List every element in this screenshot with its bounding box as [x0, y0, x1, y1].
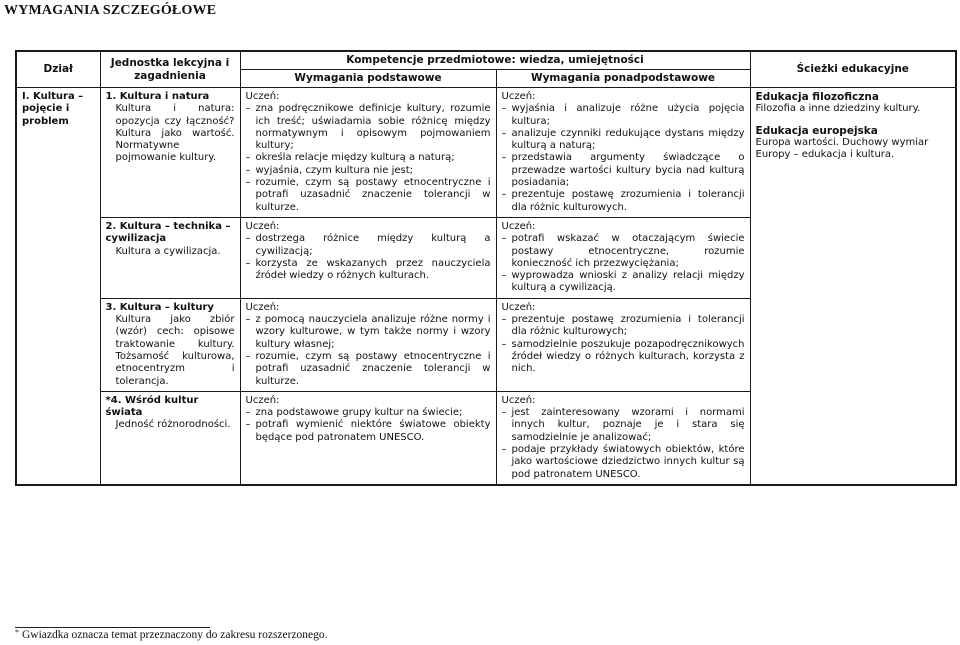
lesson-topics: Kultura i natura: opozycja czy łączność? Kultura jako wartość. Normatywne pojmowanie kultury.	[115, 103, 235, 164]
advanced-list	[502, 233, 745, 294]
path-desc: Filozofia a inne dziedziny kultury.	[755, 103, 921, 115]
header-dzial: Dział	[16, 51, 100, 88]
list-item: – zna podręcznikowe definicje kultury, rozumie ich treść; uświadamia sobie różnicę między normatywnym i opisowym pojmowaniem kultury;	[246, 103, 491, 152]
basic-requirements-cell	[240, 391, 496, 485]
header-sciezki: Ścieżki edukacyjne	[750, 51, 956, 88]
header-kompetencje: Kompetencje przedmiotowe: wiedza, umiejętności	[240, 51, 750, 70]
list-item: – rozumie, czym są postawy etnocentryczne i potrafi uzasadnić znaczenie tolerancji w kulturze.	[246, 177, 491, 214]
basic-list	[246, 314, 491, 388]
student-label: Uczeń:	[501, 220, 536, 232]
educational-paths-cell	[750, 88, 956, 485]
list-item: – potrafi wymienić niektóre światowe obiekty będące pod patronatem UNESCO.	[246, 419, 491, 444]
lesson-topics: Jedność różnorodności.	[115, 419, 231, 431]
list-item: – zna podstawowe grupy kultur na świecie;	[246, 407, 491, 419]
lesson-cell	[100, 298, 240, 391]
list-item: – wyprowadza wnioski z analizy relacji między kulturą a cywilizacją.	[502, 270, 745, 295]
advanced-list	[502, 407, 745, 481]
lesson-topics: Kultura a cywilizacja.	[115, 245, 221, 257]
list-item: – prezentuje postawę zrozumienia i tolerancji dla różnic kulturowych.	[502, 189, 745, 214]
footnote	[15, 629, 328, 641]
lesson-title: 3. Kultura – kultury	[105, 301, 214, 313]
lesson-cell	[100, 391, 240, 485]
header-row-1	[16, 51, 956, 70]
header-ponadpodstawowe: Wymagania ponadpodstawowe	[496, 70, 750, 88]
lesson-cell	[100, 88, 240, 218]
list-item: – potrafi wskazać w otaczającym świecie postawy etnocentryczne, rozumie konieczność ich przezwyciężania;	[502, 233, 745, 270]
student-label: Uczeń:	[501, 91, 536, 102]
requirements-table	[15, 50, 957, 486]
list-item: – jest zainteresowany wzorami i normami innych kultur, poznaje je i stara się samodzielnie je analizować;	[502, 407, 745, 444]
student-label: Uczeń:	[245, 220, 280, 232]
list-item: – analizuje czynniki redukujące dystans między kulturą a naturą;	[502, 128, 745, 153]
lesson-title: *4. Wśród kultur świata	[105, 394, 199, 419]
basic-list	[246, 103, 491, 214]
list-item: – wyjaśnia, czym kultura nie jest;	[246, 165, 491, 177]
header-podstawowe: Wymagania podstawowe	[240, 70, 496, 88]
advanced-requirements-cell	[496, 391, 750, 485]
page-title: WYMAGANIA SZCZEGÓŁOWE	[4, 3, 217, 18]
lesson-row-1	[16, 88, 956, 218]
footnote-text: Gwiazdka oznacza temat przeznaczony do zakresu rozszerzonego.	[22, 629, 328, 641]
list-item: – samodzielnie poszukuje pozapodręcznikowych źródeł wiedzy o różnych kulturach, korzysta z nich.	[502, 339, 745, 376]
lesson-topics: Kultura jako zbiór (wzór) cech: opisowe traktowanie kultury. Tożsamość kulturowa, etnocentryzm i tolerancja.	[115, 314, 235, 387]
student-label: Uczeń:	[501, 394, 536, 406]
basic-requirements-cell	[240, 88, 496, 218]
list-item: – korzysta ze wskazanych przez nauczyciela źródeł wiedzy o różnych kulturach.	[246, 258, 491, 283]
list-item: – z pomocą nauczyciela analizuje różne normy i wzory kulturowe, w tym także normy i wzory kultury własnej;	[246, 314, 491, 351]
advanced-list	[502, 314, 745, 375]
advanced-list	[502, 103, 745, 214]
footnote-divider	[15, 627, 210, 628]
student-label: Uczeń:	[501, 301, 536, 313]
path-name: Edukacja europejska	[755, 124, 878, 137]
footnote-mark: *	[15, 628, 19, 637]
advanced-requirements-cell	[496, 217, 750, 298]
student-label: Uczeń:	[245, 91, 280, 102]
list-item: – prezentuje postawę zrozumienia i tolerancji dla różnic kulturowych;	[502, 314, 745, 339]
advanced-requirements-cell	[496, 88, 750, 218]
dzial-cell: I. Kultura – pojęcie i problem	[16, 88, 100, 485]
path-desc: Europa wartości. Duchowy wymiar Europy – edukacja i kultura.	[755, 136, 929, 161]
advanced-requirements-cell	[496, 298, 750, 391]
list-item: – wyjaśnia i analizuje różne użycia pojęcia kultura;	[502, 103, 745, 128]
list-item: – dostrzega różnice między kulturą a cywilizacją;	[246, 233, 491, 258]
basic-requirements-cell	[240, 217, 496, 298]
basic-list	[246, 233, 491, 282]
student-label: Uczeń:	[245, 394, 280, 406]
lesson-cell	[100, 217, 240, 298]
header-jednostka: Jednostka lekcyjna i zagadnienia	[100, 51, 240, 88]
lesson-title: 2. Kultura – technika – cywilizacja	[105, 220, 231, 245]
lesson-title: 1. Kultura i natura	[105, 91, 210, 102]
list-item: – podaje przykłady światowych obiektów, które jako wartościowe dziedzictwo innych kultur są pod patronatem UNESCO.	[502, 444, 745, 481]
list-item: – rozumie, czym są postawy etnocentryczne i potrafi uzasadnić znaczenie tolerancji w kulturze.	[246, 351, 491, 388]
list-item: – przedstawia argumenty świadczące o przewadze wartości kultury bycia nad kulturą posiadania;	[502, 152, 745, 189]
list-item: – określa relacje między kulturą a naturą;	[246, 152, 491, 164]
basic-list	[246, 407, 491, 444]
student-label: Uczeń:	[245, 301, 280, 313]
path-name: Edukacja filozoficzna	[755, 91, 879, 103]
basic-requirements-cell	[240, 298, 496, 391]
